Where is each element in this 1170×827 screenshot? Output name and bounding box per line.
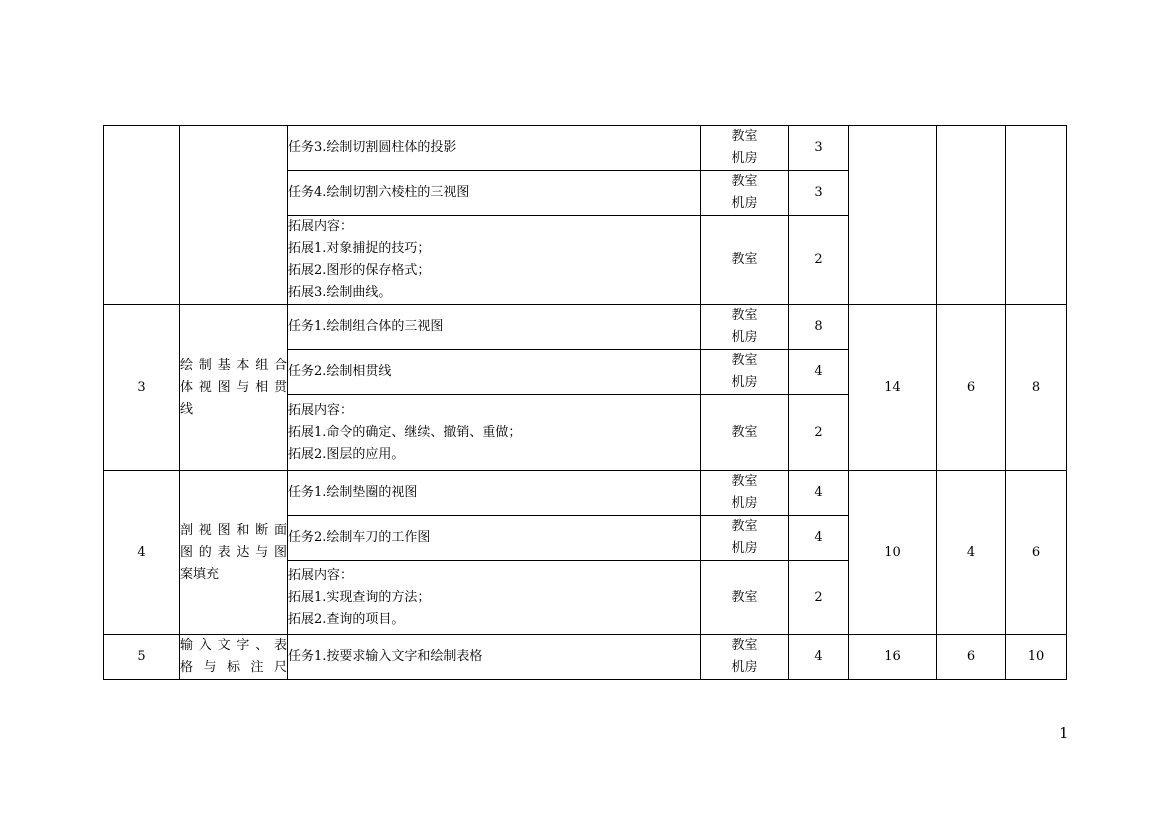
hours-cell: 4 — [789, 471, 849, 516]
unit-name-cell: 剖视图和断面 图的表达与图 案填充 — [180, 471, 288, 635]
theory-hours-cell: 6 — [937, 635, 1006, 680]
theory-hours-cell: 6 — [937, 305, 1006, 471]
task-cell: 拓展内容： 拓展1.对象捕捉的技巧； 拓展2.图形的保存格式； 拓展3.绘制曲线。 — [288, 216, 701, 305]
hours-cell: 4 — [789, 516, 849, 561]
task-cell: 拓展内容： 拓展1.实现查询的方法； 拓展2.查询的项目。 — [288, 561, 701, 635]
venue-cell: 教室 机房 — [701, 126, 789, 171]
task-cell: 任务3.绘制切割圆柱体的投影 — [288, 126, 701, 171]
unit-number-cell: 3 — [104, 305, 180, 471]
unit-name-cell: 输入文字、表 格与标注尺 — [180, 635, 288, 680]
page-number: 1 — [1059, 724, 1069, 742]
task-cell: 任务2.绘制车刀的工作图 — [288, 516, 701, 561]
venue-cell: 教室 机房 — [701, 350, 789, 395]
venue-cell: 教室 机房 — [701, 171, 789, 216]
table-row — [104, 635, 1067, 680]
task-cell: 拓展内容： 拓展1.命令的确定、继续、撤销、重做； 拓展2.图层的应用。 — [288, 395, 701, 471]
practice-hours-cell — [1006, 126, 1067, 305]
unit-number-cell: 5 — [104, 635, 180, 680]
hours-cell: 4 — [789, 350, 849, 395]
unit-name-cell — [180, 126, 288, 305]
hours-cell: 4 — [789, 635, 849, 680]
unit-name-cell: 绘制基本组合 体视图与相贯 线 — [180, 305, 288, 471]
hours-cell: 2 — [789, 395, 849, 471]
venue-cell: 教室 — [701, 216, 789, 305]
task-cell: 任务2.绘制相贯线 — [288, 350, 701, 395]
total-hours-cell: 14 — [849, 305, 937, 471]
unit-number-cell — [104, 126, 180, 305]
hours-cell: 3 — [789, 171, 849, 216]
table-row — [104, 126, 1067, 171]
practice-hours-cell: 6 — [1006, 471, 1067, 635]
venue-cell: 教室 — [701, 561, 789, 635]
venue-cell: 教室 机房 — [701, 516, 789, 561]
total-hours-cell: 16 — [849, 635, 937, 680]
total-hours-cell — [849, 126, 937, 305]
venue-cell: 教室 机房 — [701, 635, 789, 680]
hours-cell: 8 — [789, 305, 849, 350]
hours-cell: 2 — [789, 561, 849, 635]
table-row — [104, 305, 1067, 350]
task-cell: 任务1.绘制组合体的三视图 — [288, 305, 701, 350]
task-cell: 任务1.按要求输入文字和绘制表格 — [288, 635, 701, 680]
venue-cell: 教室 — [701, 395, 789, 471]
venue-cell: 教室 机房 — [701, 305, 789, 350]
practice-hours-cell: 8 — [1006, 305, 1067, 471]
course-schedule-table — [103, 125, 1067, 680]
table-row — [104, 471, 1067, 516]
total-hours-cell: 10 — [849, 471, 937, 635]
theory-hours-cell — [937, 126, 1006, 305]
practice-hours-cell: 10 — [1006, 635, 1067, 680]
hours-cell: 2 — [789, 216, 849, 305]
hours-cell: 3 — [789, 126, 849, 171]
task-cell: 任务1.绘制垫圈的视图 — [288, 471, 701, 516]
task-cell: 任务4.绘制切割六棱柱的三视图 — [288, 171, 701, 216]
unit-number-cell: 4 — [104, 471, 180, 635]
theory-hours-cell: 4 — [937, 471, 1006, 635]
venue-cell: 教室 机房 — [701, 471, 789, 516]
